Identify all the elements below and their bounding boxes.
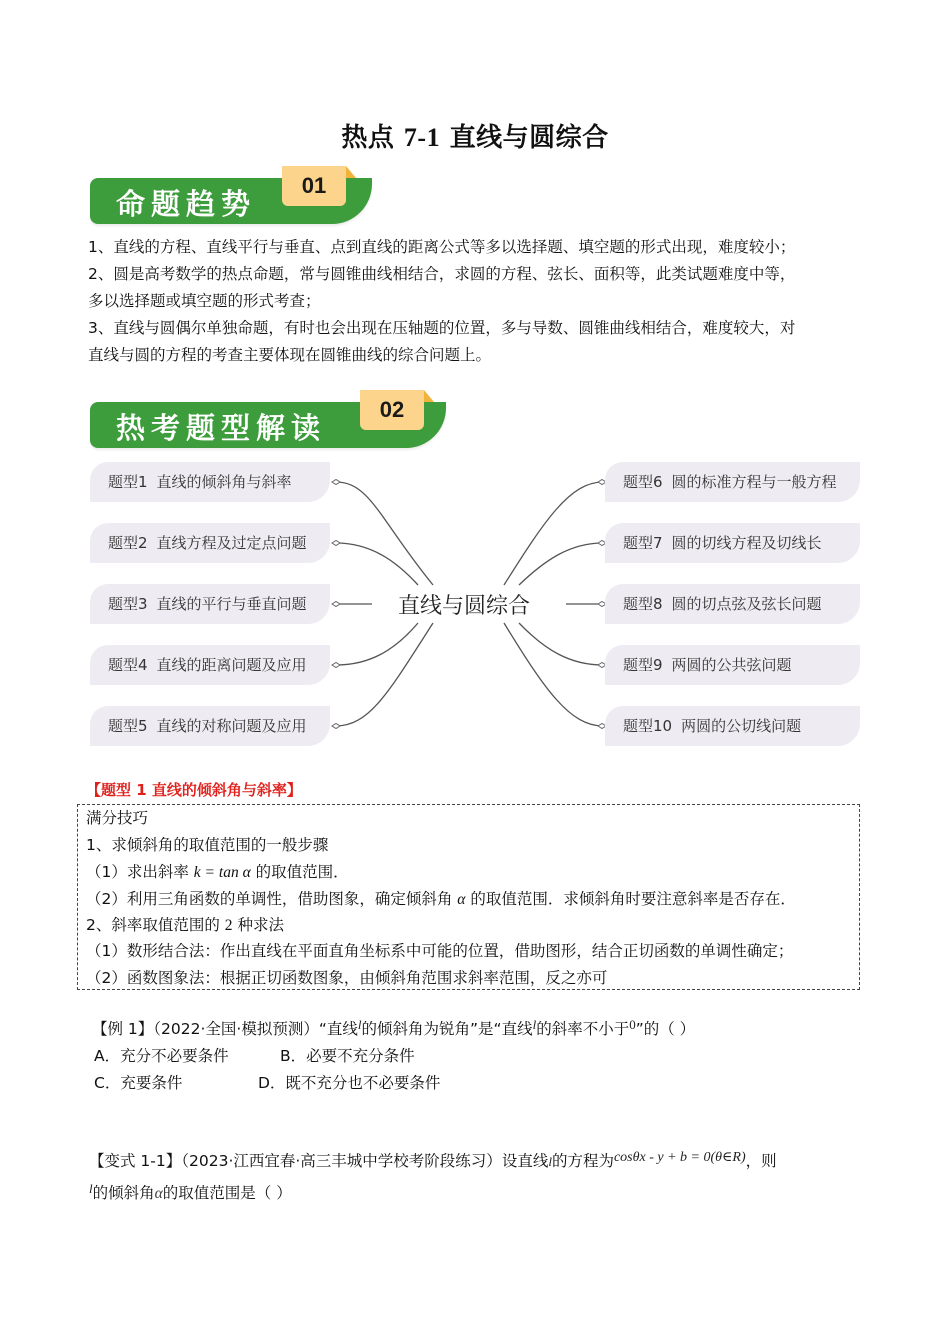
tips-line	[86, 887, 796, 909]
zero-value: 0	[629, 1017, 636, 1032]
node-tag: 题型9	[623, 656, 663, 674]
node-tag: 题型5	[108, 717, 148, 735]
node-text: 直线的对称问题及应用	[156, 717, 307, 735]
title-suffix: 直线与圆综合	[440, 123, 609, 153]
tips-line: 1、求倾斜角的取值范围的一般步骤	[86, 836, 329, 854]
node-text: 两圆的公共弦问题	[671, 656, 792, 674]
node-text: 直线的平行与垂直问题	[156, 595, 307, 613]
node-tag: 题型3	[108, 595, 148, 613]
variant-label: 【变式 1-1】	[89, 1152, 182, 1170]
banner-label: 热考题型解读	[116, 411, 327, 445]
option-a[interactable]: A．充分不必要条件	[94, 1047, 229, 1065]
banner-badge: 01	[282, 166, 346, 206]
option-b[interactable]: B．必要不充分条件	[280, 1047, 415, 1065]
variant-source: （2023·江西宜春·高三丰城中学校考阶段练习）	[181, 1152, 502, 1170]
tips-number: 2	[224, 917, 233, 934]
node-tag: 题型1	[108, 473, 148, 491]
tips-line: （2）函数图象法：根据正切函数图象，由倾斜角范围求斜率范围，反之亦可	[86, 969, 608, 987]
q-text: ”的（ ）	[635, 1020, 696, 1038]
var-l: l	[357, 1017, 362, 1032]
mindmap-node-type9[interactable]	[605, 645, 860, 685]
node-tag: 题型4	[108, 656, 148, 674]
banner-label: 命题趋势	[116, 187, 257, 221]
node-text: 直线的距离问题及应用	[156, 656, 307, 674]
var-l: l	[89, 1181, 93, 1196]
node-text: 两圆的公切线问题	[681, 717, 802, 735]
trend-paragraph: 直线与圆的方程的考查主要体现在圆锥曲线的综合问题上。	[88, 346, 492, 364]
mindmap-center-topic[interactable]: 直线与圆综合	[398, 594, 531, 619]
banner-badge: 02	[360, 390, 424, 430]
mindmap-node-type6[interactable]	[605, 462, 860, 502]
tips-line	[86, 860, 349, 882]
q-text: 的斜率不小于	[536, 1020, 630, 1038]
example-source: （2022·全国·模拟预测）	[153, 1020, 319, 1038]
mindmap-node-type1[interactable]	[90, 462, 330, 502]
mindmap-node-type10[interactable]	[605, 706, 860, 746]
var-l: l	[532, 1017, 537, 1032]
option-d[interactable]: D．既不充分也不必要条件	[258, 1074, 441, 1092]
node-text: 直线方程及过定点问题	[156, 534, 307, 552]
q-text: 的取值范围是（ ）	[162, 1184, 292, 1202]
tips-text: （1）求出斜率	[86, 863, 194, 881]
mindmap-node-type4[interactable]	[90, 645, 330, 685]
slope-formula: k = tan α	[193, 864, 251, 881]
title-number: 7-1	[403, 123, 441, 152]
option-c[interactable]: C．充要条件	[94, 1074, 183, 1092]
node-tag: 题型6	[623, 473, 663, 491]
q-text: 的方程为	[551, 1152, 614, 1170]
node-text: 圆的切点弦及弦长问题	[671, 595, 822, 613]
mindmap-node-type7[interactable]	[605, 523, 860, 563]
q-text: 设直线	[501, 1152, 549, 1170]
mindmap-node-type2[interactable]	[90, 523, 330, 563]
trend-paragraph: 1、直线的方程、直线平行与垂直、点到直线的距离公式等多以选择题、填空题的形式出现，难度较小；	[88, 238, 796, 256]
node-tag: 题型2	[108, 534, 148, 552]
tips-line: （1）数形结合法：作出直线在平面直角坐标系中可能的位置，借助图形，结合正切函数的单调性确定；	[86, 942, 794, 960]
mindmap-node-type3[interactable]	[90, 584, 330, 624]
var-l: l	[548, 1154, 552, 1169]
node-tag: 题型7	[623, 534, 663, 552]
node-tag: 题型10	[623, 717, 673, 735]
tips-title: 满分技巧	[86, 809, 149, 827]
q-text: “直线	[318, 1020, 358, 1038]
variant1-question	[89, 1149, 777, 1171]
q-text: 的倾斜角	[92, 1184, 155, 1202]
node-text: 直线的倾斜角与斜率	[156, 473, 292, 491]
trend-paragraph: 2、圆是高考数学的热点命题，常与圆锥曲线相结合，求圆的方程、弦长、面积等，此类试题难度中等，	[88, 265, 796, 283]
tips-text: 的取值范围．求倾斜角时要注意斜率是否存在．	[465, 890, 796, 908]
tips-text: 种求法	[232, 916, 284, 934]
title-prefix: 热点	[341, 123, 404, 153]
alpha-symbol: α	[457, 891, 466, 908]
tips-text: 2、斜率取值范围的	[86, 916, 225, 934]
tips-line	[86, 913, 284, 935]
q-text: 的倾斜角为锐角”是“直线	[361, 1020, 533, 1038]
line-equation: cosθx - y + b = 0(θ∈R)	[613, 1150, 746, 1165]
mindmap-node-type5[interactable]	[90, 706, 330, 746]
tips-text: 的取值范围．	[250, 863, 349, 881]
trend-paragraph: 3、直线与圆偶尔单独命题，有时也会出现在压轴题的位置，多与导数、圆锥曲线相结合，难度较大，对	[88, 319, 796, 337]
example-label: 【例 1】	[92, 1020, 154, 1038]
type1-heading: 【题型 1 直线的倾斜角与斜率】	[86, 781, 302, 799]
q-text: ，则	[745, 1152, 777, 1170]
node-text: 圆的标准方程与一般方程	[671, 473, 837, 491]
alpha-symbol: α	[154, 1185, 163, 1202]
mindmap-node-type8[interactable]	[605, 584, 860, 624]
node-text: 圆的切线方程及切线长	[671, 534, 822, 552]
variant1-question-cont	[89, 1181, 292, 1203]
trend-paragraph: 多以选择题或填空题的形式考查；	[88, 292, 321, 310]
node-tag: 题型8	[623, 595, 663, 613]
tips-text: （2）利用三角函数的单调性，借助图象，确定倾斜角	[86, 890, 458, 908]
example1-question	[92, 1017, 695, 1039]
